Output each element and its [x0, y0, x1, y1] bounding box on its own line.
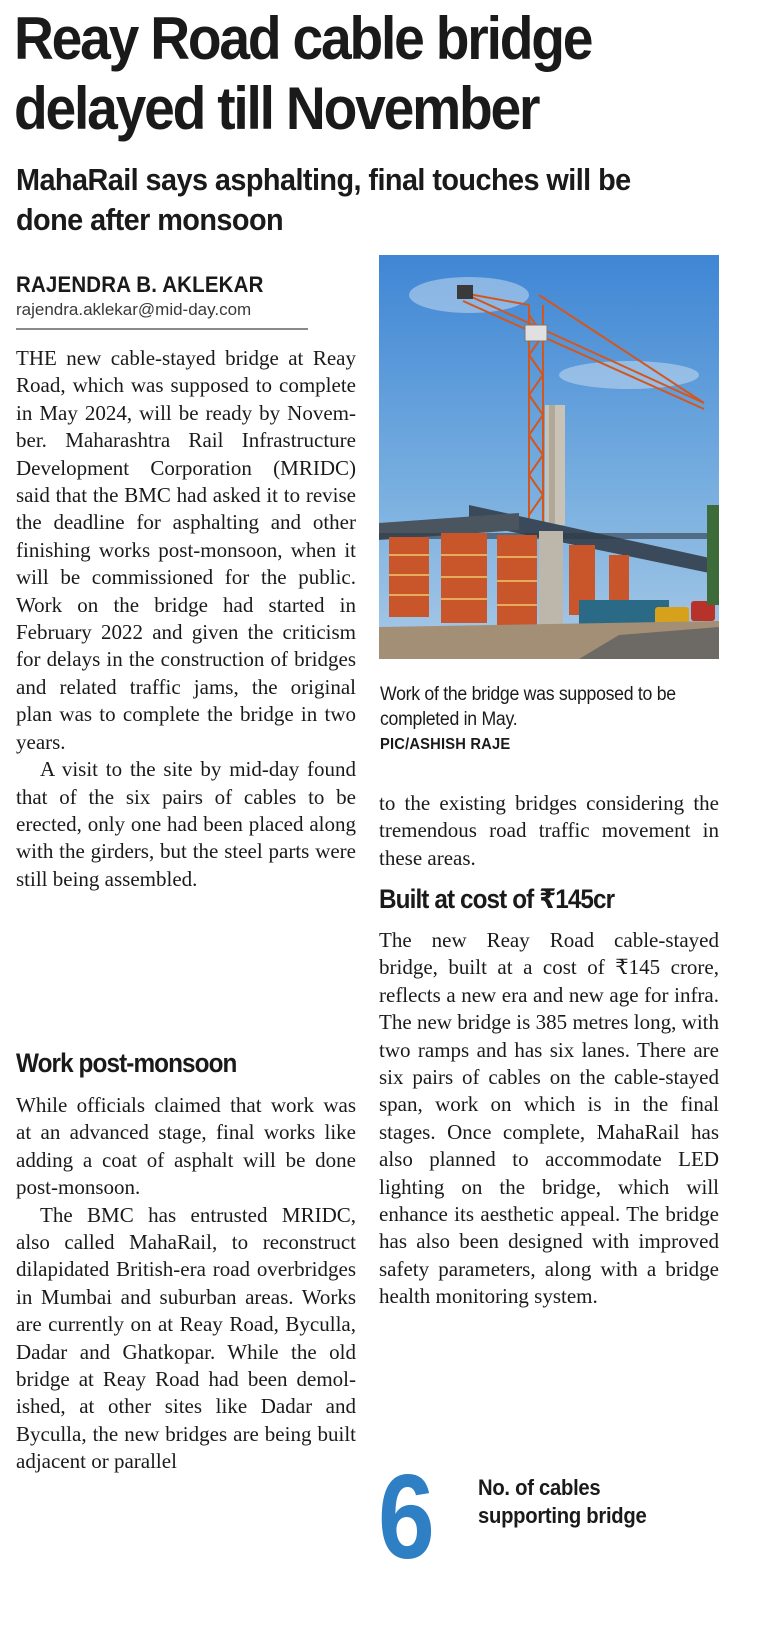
- paragraph-cost-details: The new Reay Road cable-stayed bridge, built at a cost of ₹145 crore, reflects a new era and new age for infra. The new bridge is 385 metres long, with two ramps and has six lanes. There are six pairs of cables on the cable-stayed span, work on which is in the final stages. Once complete, MahaRail has also planned to accommodate LED lighting on the bridge, which will enhance its aesthetic appeal. The bridge has also been designed with improved safety parameters, along with a bridge health monitoring system.: [379, 928, 719, 1309]
- paragraph-bmc: The BMC has entrusted MRIDC, also called MahaRail, to reconstruct dilapidated British-era road overbridges in Mumbai and suburban areas. Works are currently on at Reay Road, Byculla, Dadar and Ghatkopar. While the old bridge at Reay Road had been demolished, at other sites like Dadar and Byculla, the new bridges are being built adjacent or parallel: [16, 1202, 356, 1474]
- section-heading-work-post-monsoon: Work post-monsoon: [16, 1048, 237, 1078]
- bridge-photo: [379, 255, 719, 659]
- fact-box: [378, 1450, 723, 1584]
- body-column-2-top: [379, 790, 719, 872]
- headline-line-1: Reay Road cable bridge: [14, 5, 592, 72]
- paragraph-existing-bridges: to the existing bridges considering the tremendous road traffic movement in these areas.: [379, 791, 719, 870]
- photo-caption-block: [380, 682, 720, 758]
- construction-site-illustration: [379, 255, 719, 659]
- paragraph-officials: While officials claimed that work was at an advanced stage, final works like adding a coat of asphalt will be done post-monsoon.: [16, 1093, 356, 1200]
- body-column-1-bottom: [16, 1092, 356, 1476]
- body-column-2-bottom: [379, 927, 719, 1311]
- headline: [14, 4, 695, 144]
- photo-caption: Work of the bridge was supposed to be completed in May.: [380, 684, 676, 730]
- photo-credit: PIC/ASHISH RAJE: [380, 736, 511, 753]
- headline-line-2: delayed till November: [14, 75, 539, 142]
- fact-label: No. of cables supporting bridge: [478, 1475, 647, 1528]
- byline: [16, 272, 308, 330]
- author-email[interactable]: rajendra.aklekar@mid-day.com: [16, 300, 252, 319]
- fact-number: 6: [378, 1450, 435, 1584]
- paragraph-site-visit: A visit to the site by mid-day found that of the six pairs of cables to be erected, only one had been placed along with the girders, but the steel parts were still being assembled.: [16, 757, 356, 891]
- body-column-1-top: [16, 345, 356, 893]
- paragraph-intro: THE new cable-stayed bridge at Reay Road, which was supposed to complete in May 2024, will be ready by November. Maharashtra Rail Infrastructure Development Corporation (MRIDC) said that the BMC had asked it to revise the deadline for asphalting and other finishing works post-monsoon, when it will be commissioned for the public. Work on the bridge had started in February 2022 and given the criticism for delays in the construction of bridges and related traffic jams, the original plan was to complete the bridge in two years.: [16, 346, 356, 754]
- author-name: RAJENDRA B. AKLEKAR: [16, 272, 264, 297]
- subheadline: MahaRail says asphalting, final touches will be done after monsoon: [16, 162, 631, 237]
- section-heading-cost: Built at cost of ₹145cr: [379, 884, 615, 914]
